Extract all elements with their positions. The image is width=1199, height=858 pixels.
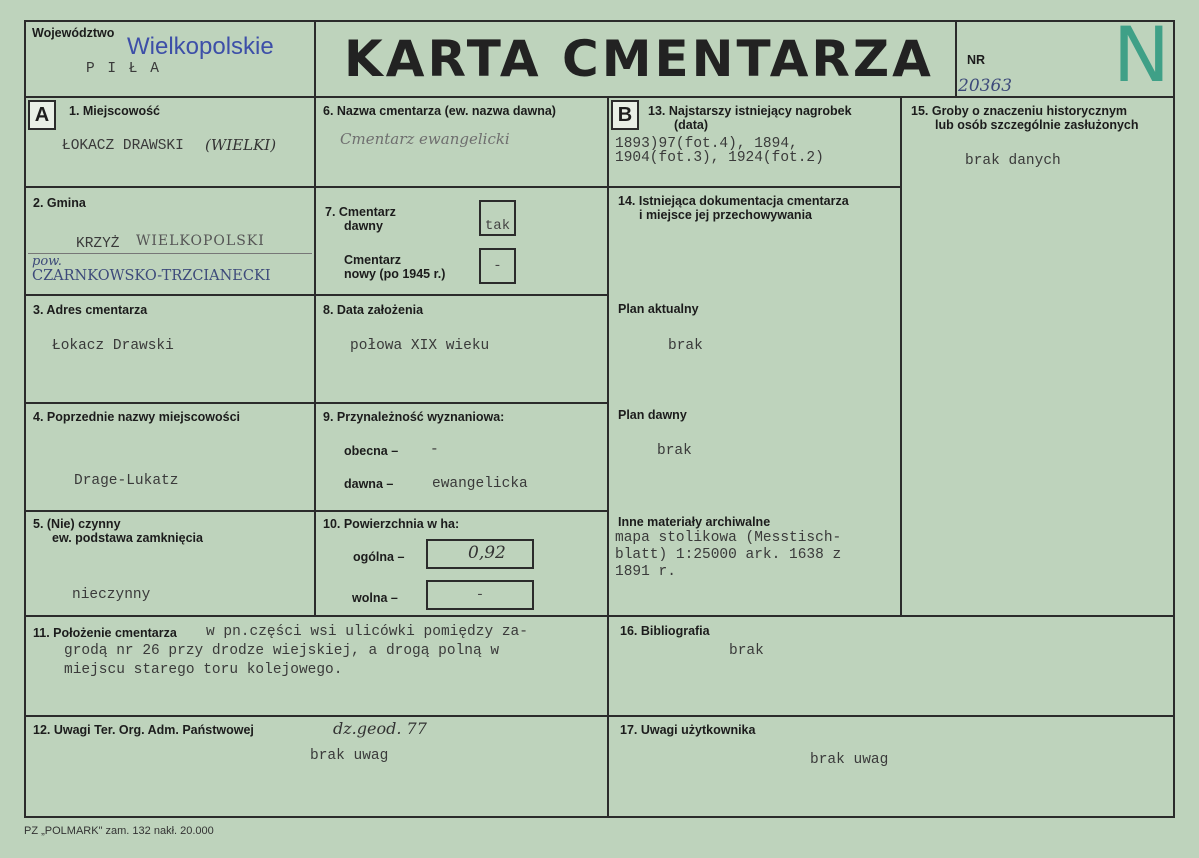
inne-line-1: mapa stolikowa (Messtisch-	[615, 530, 842, 546]
field-2-label: 2. Gmina	[33, 196, 86, 210]
field-1-value-hand: (WIELKI)	[205, 136, 277, 154]
field-7-dawny-label-2: dawny	[344, 219, 383, 233]
field-11-label: 11. Położenie cmentarza	[33, 626, 177, 640]
field-4-label: 4. Poprzednie nazwy miejscowości	[33, 410, 241, 424]
field-13-label-2: (data)	[674, 118, 709, 132]
footer-imprint: PZ „POLMARK" zam. 132 nakł. 20.000	[24, 825, 214, 837]
field-16-value: brak	[729, 643, 764, 659]
field-9-obecna-label: obecna –	[344, 444, 399, 458]
field-9-dawna-label: dawna –	[344, 477, 394, 491]
field-15-value: brak danych	[965, 153, 1061, 169]
pow-prefix: pow.	[32, 254, 62, 269]
plan-dawny-label: Plan dawny	[618, 408, 687, 422]
field-7-dawny-box: tak	[479, 200, 516, 236]
wojewodztwo-stamp: Wielkopolskie	[127, 33, 274, 60]
field-16-label: 16. Bibliografia	[620, 624, 710, 638]
field-9-label: 9. Przynależność wyznaniowa:	[323, 410, 505, 424]
field-3-label: 3. Adres cmentarza	[33, 303, 148, 317]
inne-label: Inne materiały archiwalne	[618, 515, 771, 529]
field-2-value-hand: WIELKOPOLSKI	[136, 233, 265, 249]
field-15-label-2: lub osób szczególnie zasłużonych	[935, 118, 1139, 132]
field-1-label: 1. Miejscowość	[69, 104, 161, 118]
field-2-underline	[28, 253, 312, 254]
field-2-value: KRZYŻ	[76, 236, 120, 252]
plan-aktualny-value: brak	[668, 338, 703, 354]
field-8-label: 8. Data założenia	[323, 303, 424, 317]
field-6-label: 6. Nazwa cmentarza (ew. nazwa dawna)	[323, 104, 556, 118]
plan-aktualny-label: Plan aktualny	[618, 302, 699, 316]
field-10-label: 10. Powierzchnia w ha:	[323, 517, 460, 531]
field-5-label-2: ew. podstawa zamknięcia	[52, 531, 203, 545]
field-7-dawny-label-1: 7. Cmentarz	[325, 205, 396, 219]
field-5-label-1: 5. (Nie) czynny	[33, 517, 121, 531]
wojewodztwo-value: P I Ł A	[86, 61, 161, 77]
field-11-line-1: w pn.części wsi ulicówki pomiędzy za-	[206, 624, 528, 640]
field-14-label-2: i miejsce jej przechowywania	[639, 208, 812, 222]
field-14-label-1: 14. Istniejąca dokumentacja cmentarza	[618, 194, 849, 208]
field-5-value: nieczynny	[72, 587, 151, 603]
field-13-line-2: 1904(fot.3), 1924(fot.2)	[615, 150, 824, 166]
field-7-nowy-box: -	[479, 248, 516, 284]
field-3-value: Łokacz Drawski	[52, 338, 174, 354]
field-7-nowy-label-1: Cmentarz	[344, 253, 401, 267]
field-10-wolna-box: -	[426, 580, 534, 610]
field-13-label-1: 13. Najstarszy istniejący nagrobek	[648, 104, 852, 118]
field-11-line-2: grodą nr 26 przy drodze wiejskiej, a drogą polną w	[64, 643, 500, 659]
field-12-label: 12. Uwagi Ter. Org. Adm. Państwowej	[33, 723, 254, 737]
pow-value: CZARNKOWSKO-TRZCIANECKI	[32, 268, 271, 284]
plan-dawny-value: brak	[657, 443, 692, 459]
field-17-value: brak uwag	[810, 752, 889, 768]
wojewodztwo-label: Województwo	[32, 26, 115, 40]
field-10-ogolna-value: 0,92	[468, 543, 506, 563]
field-6-value: Cmentarz ewangelicki	[340, 130, 510, 148]
field-9-obecna-value: -	[430, 442, 439, 458]
field-4-value: Drage-Lukatz	[74, 473, 179, 489]
field-8-value: połowa XIX wieku	[350, 338, 490, 354]
section-a-marker: A	[28, 100, 56, 130]
field-10-ogolna-label: ogólna –	[353, 550, 405, 564]
corner-letter: N	[1113, 10, 1170, 99]
field-17-label: 17. Uwagi użytkownika	[620, 723, 756, 737]
nr-label: NR	[967, 53, 986, 67]
nr-value: 20363	[958, 76, 1013, 96]
field-12-hand: dz.geod. 77	[333, 719, 427, 738]
inne-line-2: blatt) 1:25000 ark. 1638 z	[615, 547, 842, 563]
section-b-marker: B	[611, 100, 639, 130]
field-1-value: ŁOKACZ DRAWSKI	[62, 138, 184, 154]
field-15-cell	[900, 96, 1175, 617]
field-13-line-1: 1893)97(fot.4), 1894,	[615, 136, 798, 152]
field-12-value: brak uwag	[310, 748, 389, 764]
field-9-dawna-value: ewangelicka	[432, 476, 528, 492]
inne-line-3: 1891 r.	[615, 564, 676, 580]
field-10-wolna-label: wolna –	[352, 591, 398, 605]
field-7-nowy-label-2: nowy (po 1945 r.)	[344, 267, 446, 281]
field-15-label-1: 15. Groby o znaczeniu historycznym	[911, 104, 1128, 118]
page-title: KARTA CMENTARZA	[344, 30, 934, 88]
field-11-line-3: miejscu starego toru kolejowego.	[64, 662, 343, 678]
